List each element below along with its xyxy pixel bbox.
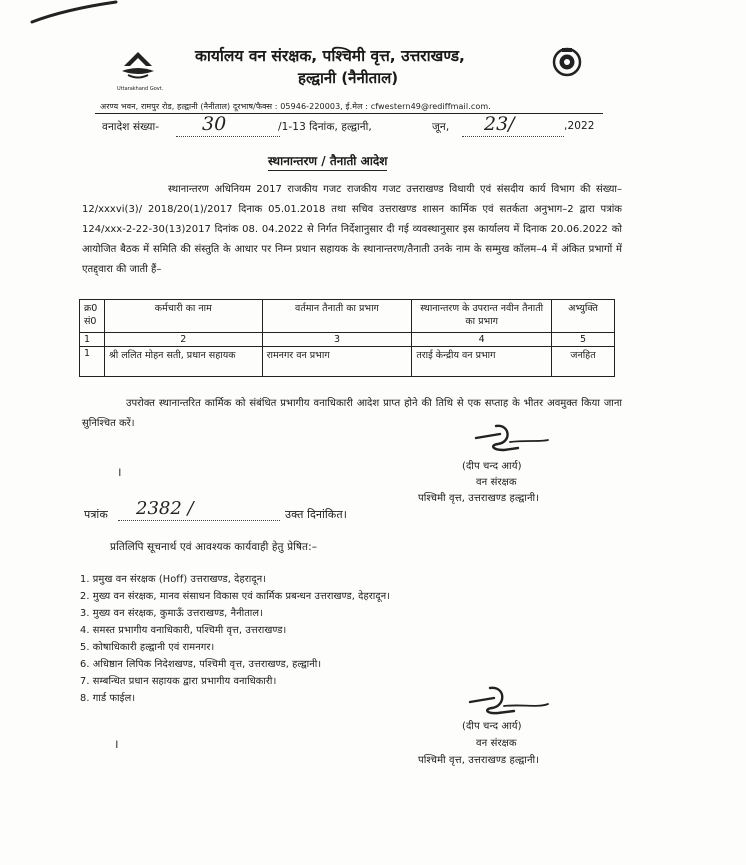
closing-paragraph: उपरोक्त स्थानान्तरित कार्मिक को संबंधित प्रभागीय वनाधिकारी आदेश प्राप्त होने की तिथि से एक सप्ताह के भीतर अवमुक्त किया जाना सुनिश्चित करें। [82,398,622,429]
list-item: 1. प्रमुख वन संरक्षक (Hoff) उत्तराखण्ड, देहरादून। [80,574,267,585]
header-employee-name: कर्मचारी का नाम [104,300,262,333]
header-new-division: स्थानान्तरण के उपरान्त नवीन तैनाती का प्रभाग [412,300,552,333]
signatory-1-office: पश्चिमी वृत्त, उत्तराखण्ड हल्द्वानी। [418,493,540,504]
row-current-division: रामनगर वन प्रभाग [262,347,412,377]
pen-stroke-mark [28,0,118,30]
order-file-ref: /1-13 दिनांक, हल्द्वानी, [278,121,372,133]
patrank-handwritten: 2382 / [136,498,194,519]
list-item: 7. सम्बन्धित प्रधान सहायक द्वारा प्रभागीय वनाधिकारी। [80,676,277,687]
row-employee-name: श्री ललित मोहन सती, प्रधान सहायक [104,347,262,377]
uttarakhand-govt-logo-icon [118,46,158,86]
table-column-number-row [80,333,615,347]
row-remark: जनहित [552,347,615,377]
header-rule [95,113,603,114]
office-heading: कार्यालय वन संरक्षक, पश्चिमी वृत्त, उत्तराखण्ड, [195,47,465,65]
office-location: हल्द्वानी (नैनीताल) [298,69,399,87]
header-current-division: वर्तमान तैनाती का प्रभाग [262,300,412,333]
signatory-2-name: (दीप चन्द आर्य) [462,721,522,732]
order-number-label: वनादेश संख्या- [102,121,160,133]
order-day-underline [462,136,564,137]
order-subject: स्थानान्तरण / तैनाती आदेश [268,152,387,171]
table-header-row [80,300,615,333]
order-day-handwritten: 23/ [484,113,515,135]
signatory-2-office: पश्चिमी वृत्त, उत्तराखण्ड हल्द्वानी। [418,755,540,766]
table-row [80,347,615,377]
order-month: जून, [432,121,450,133]
list-item: 5. कोषाधिकारी हल्द्वानी एवं रामनगर। [80,642,215,653]
signatory-2-designation: वन संरक्षक [476,738,517,749]
transfer-table [79,299,615,377]
col-number: 4 [412,333,552,347]
patrank-suffix: उक्त दिनांकित। [285,508,347,521]
patrank-underline [118,520,280,521]
header-remark: अभ्युक्ति [552,300,615,333]
signature-1-scribble [470,420,550,456]
patrank-label: पत्रांक [84,508,108,521]
list-item: 3. मुख्य वन संरक्षक, कुमाऊँ उत्तराखण्ड, नैनीताल। [80,608,263,619]
header-serial: क्र0 सं0 [80,300,105,333]
list-item: 2. मुख्य वन संरक्षक, मानव संसाधन विकास एवं कार्मिक प्रबन्धन उत्तराखण्ड, देहरादून। [80,591,391,602]
signatory-1-name: (दीप चन्द आर्य) [462,461,522,472]
list-item: 4. समस्त प्रभागीय वनाधिकारी, पश्चिमी वृत्त, उत्तराखण्ड। [80,625,287,636]
list-item: 8. गार्ड फाईल। [80,693,136,704]
signatory-1-designation: वन संरक्षक [476,477,517,488]
copy-heading: प्रतिलिपि सूचनार्थ एवं आवश्यक कार्यवाही हेतु प्रेषित:– [110,541,318,553]
col-number: 1 [80,333,105,347]
forest-dept-emblem-icon [551,45,583,79]
margin-mark: । [117,465,122,479]
row-new-division: तराई केन्द्रीय वन प्रभाग [412,347,552,377]
order-year: ,2022 [564,120,595,132]
row-serial: 1 [80,347,105,377]
contact-line: अरण्य भवन, रामपुर रोड, हल्द्वानी (नैनीताल) दूरभाष/फैक्स : 05946-220003, ई.मेल : cfwestern49@rediffmail.com. [100,102,491,111]
intro-paragraph: स्थानान्तरण अधिनियम 2017 राजकीय गजट राजकीय गजट उत्तराखण्ड विधायी एवं संसदीय कार्य विभाग की संख्या–12/xxxvi(3)/ 2018/20(1)/2017 दिनाक 05.01.2018 तथा सचिव उत्तराखण्ड शासन कार्मिक एवं सतर्कता अनुभाग–2 द्वारा पत्रांक 124/xxx-2-22-30(13)2017 दिनांक 08. 04.2022 से निर्गत निर्देशानुसार दी गई व्यवस्थानुसार इस कार्यालय में दिनाक 20.06.2022 को आयोजित बैठक में समिति की संस्तुति के आधार पर निम्न प्रधान सहायक के स्थानान्तरण/तैनाती उनके नाम के सम्मुख कॉलम–4 में अंकित प्रभागों में एतद्द्वारा की जाती हैं– [82,184,622,275]
order-number-handwritten: 30 [202,113,227,135]
order-number-underline [176,136,280,137]
col-number: 3 [262,333,412,347]
col-number: 2 [104,333,262,347]
col-number: 5 [552,333,615,347]
list-item: 6. अधिष्ठान लिपिक निदेशखण्ड, पश्चिमी वृत्त, उत्तराखण्ड, हल्द्वानी। [80,659,322,670]
signature-2-scribble [460,682,550,718]
margin-mark: । [114,737,119,751]
logo-caption: Uttarakhand Govt. [117,86,164,92]
